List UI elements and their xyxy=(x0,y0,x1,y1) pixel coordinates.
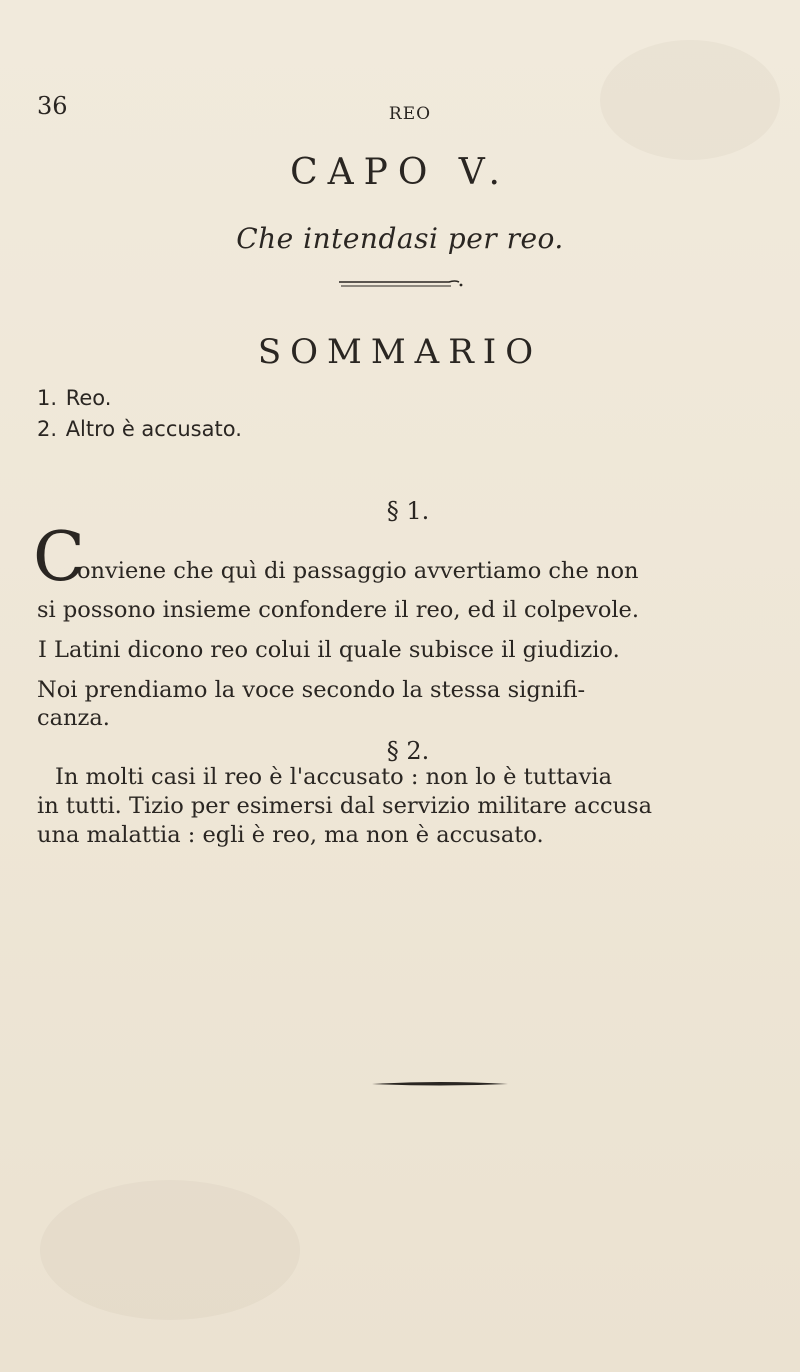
tailpiece-rule-icon xyxy=(370,1079,510,1089)
section-mark: § 1. xyxy=(386,497,430,525)
summary-item-number: 1. xyxy=(37,386,58,410)
section-mark: § 2. xyxy=(386,737,430,765)
chapter-subtitle: Che intendasi per reo. xyxy=(236,222,564,255)
page-number: 36 xyxy=(37,92,68,120)
paragraph-line-text: onviene che quì di passaggio avvertiamo che non xyxy=(77,558,639,584)
paragraph-line: In molti casi il reo è l'accusato : non lo è tuttavia xyxy=(55,764,613,790)
summary-item xyxy=(37,417,242,441)
paragraph-line: in tutti. Tizio per esimersi dal servizio militare accusa xyxy=(37,793,653,819)
summary-heading: SOMMARIO xyxy=(257,332,543,372)
summary-item xyxy=(37,386,111,410)
summary-item-number: 2. xyxy=(37,417,58,441)
chapter-title: CAPO V. xyxy=(290,152,510,193)
paragraph-line: I Latini dicono reo colui il quale subisce il giudizio. xyxy=(38,637,620,663)
summary-item-text: Altro è accusato. xyxy=(65,417,242,441)
paragraph-line xyxy=(41,558,638,584)
drop-cap: C xyxy=(33,518,86,597)
paragraph-line: canza. xyxy=(37,705,110,731)
paper-stain xyxy=(600,40,780,160)
running-head: REO xyxy=(388,104,432,124)
paragraph-line: si possono insieme confondere il reo, ed il colpevole. xyxy=(37,597,640,623)
paper-stain xyxy=(40,1180,300,1320)
summary-item-text: Reo. xyxy=(65,386,112,410)
paragraph-line: Noi prendiamo la voce secondo la stessa signifi- xyxy=(37,677,586,703)
ornament-rule-icon xyxy=(337,276,467,290)
paragraph-line: una malattia : egli è reo, ma non è accusato. xyxy=(37,822,544,848)
